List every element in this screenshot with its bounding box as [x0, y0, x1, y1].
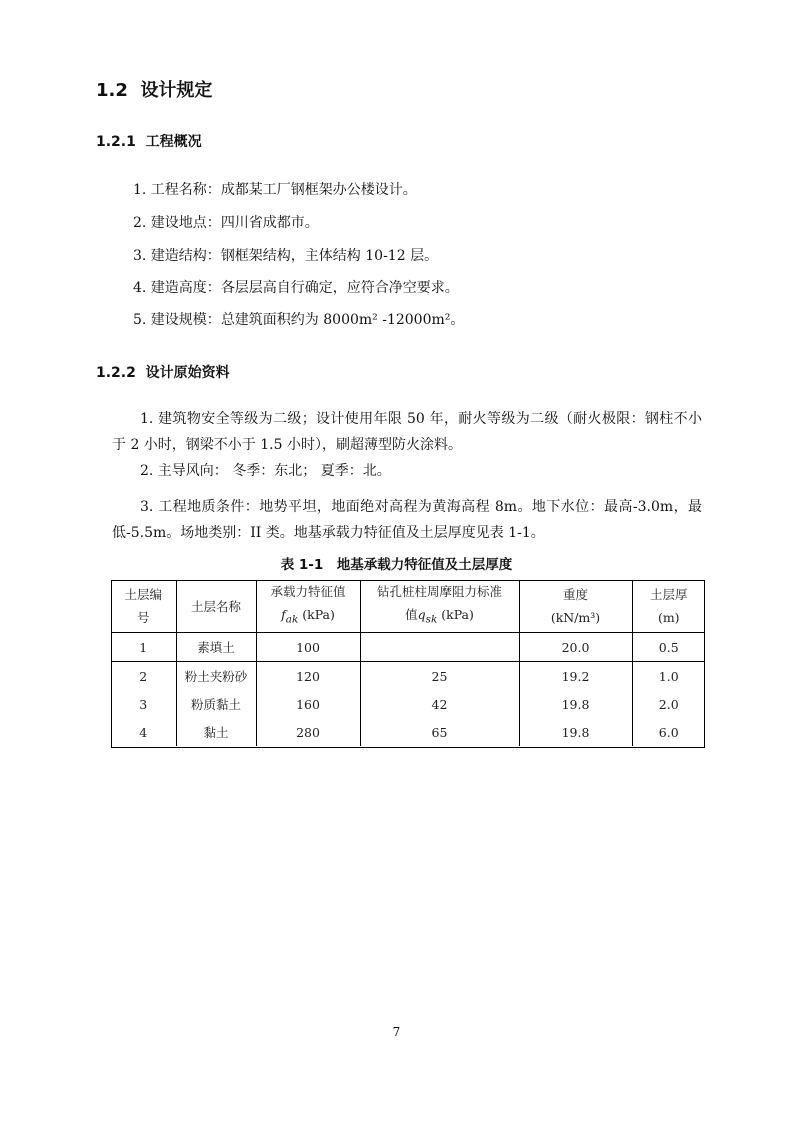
table-row: 3 粉质黏土 160 42 19.8 2.0	[111, 690, 705, 718]
section-title: 设计规定	[140, 80, 213, 101]
overview-item: 4. 建造高度：各层层高自行确定，应符合净空要求。	[133, 280, 459, 296]
overview-item: 2. 建设地点：四川省成都市。	[133, 215, 319, 231]
subsection-heading-1	[96, 131, 202, 151]
subsection-title: 工程概况	[145, 134, 202, 150]
overview-item: 1. 工程名称：成都某工厂钢框架办公楼设计。	[133, 182, 417, 198]
paragraph-safety: 1. 建筑物安全等级为二级；设计使用年限 50 年，耐火等级为二级（耐火极限：钢柱不小于 2 小时，钢梁不小于 1.5 小时），刷超薄型防火涂料。	[112, 411, 702, 453]
header-layer-name: 土层名称	[176, 580, 256, 633]
overview-item: 3. 建造结构：钢框架结构，主体结构 10-12 层。	[133, 248, 439, 264]
table-row: 4 黏土 280 65 19.8 6.0	[111, 718, 705, 746]
header-layer-no: 土层编号	[111, 580, 176, 633]
table-caption: 表 1-1 地基承载力特征值及土层厚度	[280, 557, 513, 573]
subsection-heading-2	[96, 362, 230, 382]
subsection-number: 1.2.2	[96, 365, 136, 381]
header-unit-weight: 重度 (kN/m³)	[519, 580, 632, 633]
section-number: 1.2	[96, 80, 128, 101]
header-friction: 钻孔桩柱周摩阻力标准 值$q_{sk}$ (kPa)	[360, 580, 519, 633]
table-header-row	[111, 580, 705, 633]
header-bearing: 承载力特征值 $f_{ak}$ (kPa)	[256, 580, 360, 633]
subsection-number: 1.2.1	[96, 134, 136, 150]
page-number: 7	[392, 1025, 401, 1039]
table-row: 1 素填土 100 20.0 0.5	[111, 633, 705, 662]
section-heading	[96, 76, 212, 102]
paragraph-geology: 3. 工程地质条件：地势平坦，地面绝对高程为黄海高程 8m。地下水位：最高-3.0m，最低-5.5m。场地类别：II 类。地基承载力特征值及土层厚度见表 1-1。	[112, 499, 702, 541]
subsection-title: 设计原始资料	[145, 365, 230, 381]
paragraph-wind: 2. 主导风向： 冬季：东北； 夏季：北。	[140, 463, 391, 479]
table-row: 2 粉土夹粉砂 120 25 19.2 1.0	[111, 662, 705, 691]
overview-item: 5. 建设规模：总建筑面积约为 8000m² -12000m²。	[133, 312, 465, 328]
header-thickness: 土层厚 (m)	[632, 580, 705, 633]
soil-table	[111, 580, 705, 746]
